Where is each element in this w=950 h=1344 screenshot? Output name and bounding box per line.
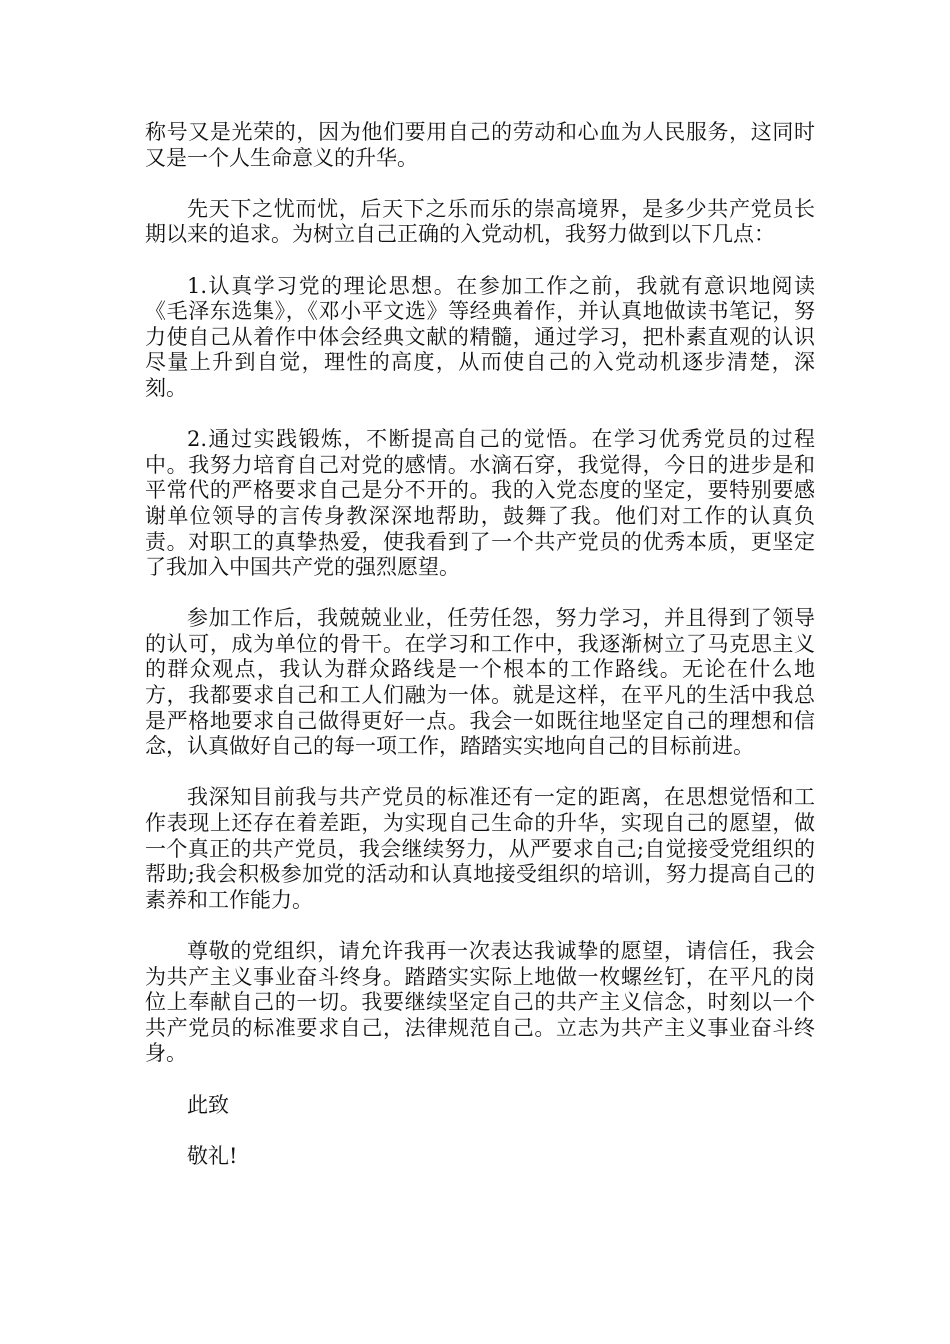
letter-body [145,120,815,1195]
paragraph-pledge: 尊敬的党组织，请允许我再一次表达我诚挚的愿望，请信任，我会为共产主义事业奋斗终身。踏踏实实际上地做一枚螺丝钉，在平凡的岗位上奉献自己的一切。我要继续坚定自己的共产主义信念，时刻以一个共产党员的标准要求自己，法律规范自己。立志为共产主义事业奋斗终身。 [145,939,815,1066]
paragraph-motivation: 先天下之忧而忧，后天下之乐而乐的崇高境界，是多少共产党员长期以来的追求。为树立自己正确的入党动机，我努力做到以下几点： [145,196,815,247]
paragraph-point-1: 1.认真学习党的理论思想。在参加工作之前，我就有意识地阅读《毛泽东选集》，《邓小平文选》等经典着作，并认真地做读书笔记，努力使自己从着作中体会经典文献的精髓，通过学习，把朴素直观的认识尽量上升到自觉，理性的高度，从而使自己的入党动机逐步清楚，深刻。 [145,273,815,400]
closing-regards: 敬礼! [187,1143,238,1168]
paragraph-continuation: 称号又是光荣的，因为他们要用自己的劳动和心血为人民服务，这同时又是一个人生命意义的升华。 [145,120,815,170]
paragraph-self-assessment: 我深知目前我与共产党员的标准还有一定的距离，在思想觉悟和工作表现上还存在着差距，为实现自己生命的升华，实现自己的愿望，做一个真正的共产党员，我会继续努力，从严要求自己;自觉接受党组织的帮助;我会积极参加党的活动和认真地接受组织的培训，努力提高自己的素养和工作能力。 [145,785,815,912]
paragraph-point-2: 2.通过实践锻炼，不断提高自己的觉悟。在学习优秀党员的过程中。我努力培育自己对党的感情。水滴石穿，我觉得，今日的进步是和平常代的严格要求自己是分不开的。我的入党态度的坚定，要特别要感谢单位领导的言传身教深深地帮助，鼓舞了我。他们对工作的认真负责。对职工的真挚热爱，使我看到了一个共产党员的优秀本质，更坚定了我加入中国共产党的强烈愿望。 [145,427,815,580]
paragraph-work: 参加工作后，我兢兢业业，任劳任怨，努力学习，并且得到了领导的认可，成为单位的骨干。在学习和工作中，我逐渐树立了马克思主义的群众观点，我认为群众路线是一个根本的工作路线。无论在什么地方，我都要求自己和工人们融为一体。就是这样，在平凡的生活中我总是严格地要求自己做得更好一点。我会一如既往地坚定自己的理想和信念，认真做好自己的每一项工作，踏踏实实地向自己的目标前进。 [145,606,815,759]
closing-salutation: 此致 [187,1092,229,1117]
